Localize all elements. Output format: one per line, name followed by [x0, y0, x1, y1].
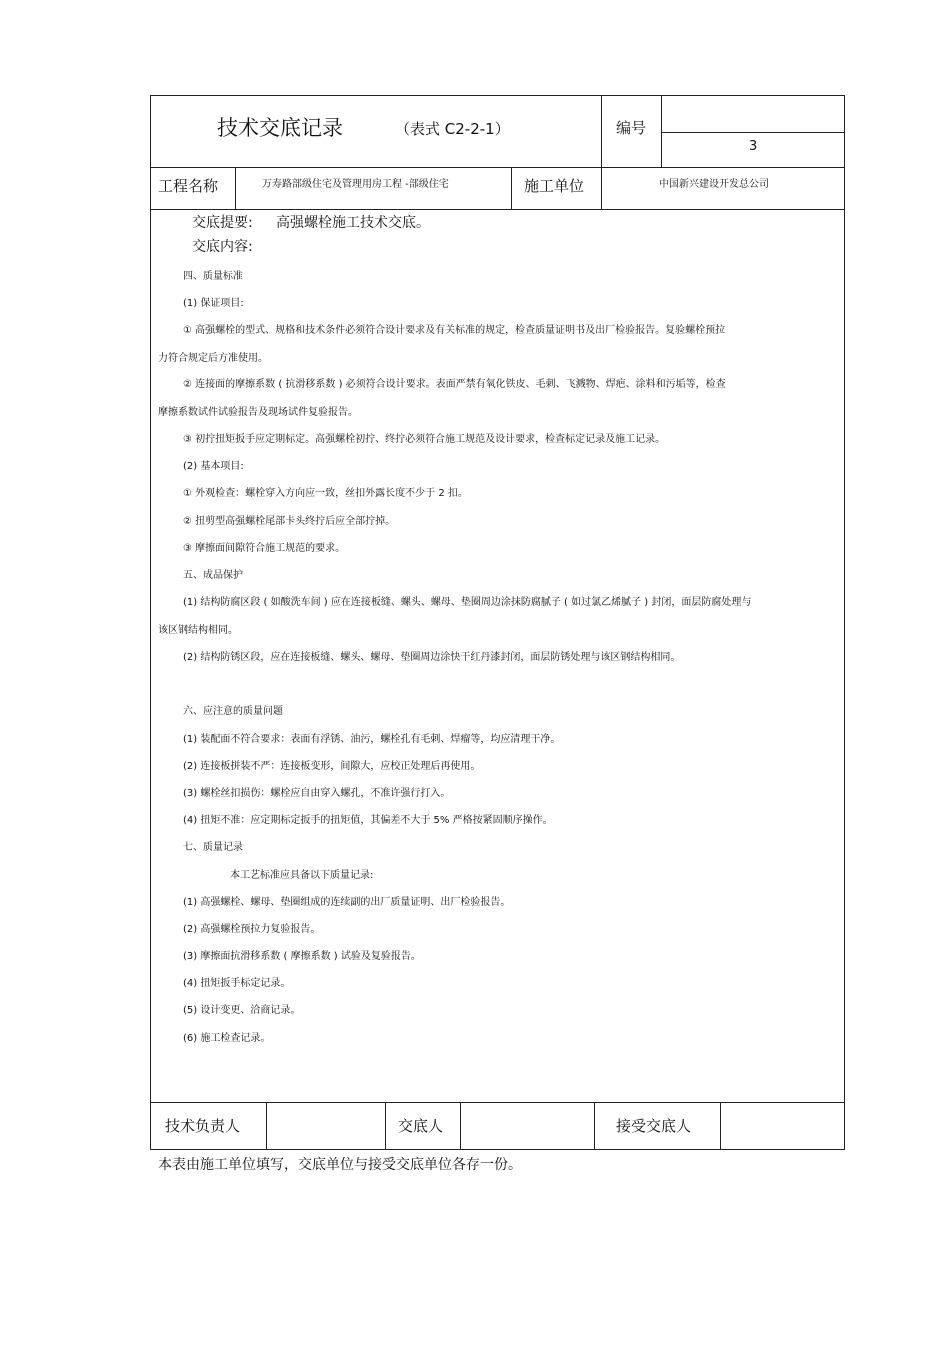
content-line: (3) 螺栓丝扣损伤：螺栓应自由穿入螺孔，不准许强行打入。 — [183, 788, 451, 799]
content-line: (4) 扭矩扳手标定记录。 — [183, 978, 291, 989]
section-heading: 五、成品保护 — [183, 570, 243, 581]
contractor-label-divider — [601, 167, 602, 210]
subsection-heading: (1) 保证项目: — [183, 298, 244, 309]
content-line: 该区钢结构相同。 — [158, 625, 238, 636]
header-number-divider-2 — [661, 95, 662, 168]
section-heading: 七、质量记录 — [183, 842, 243, 853]
project-value: 万寿路部级住宅及管理用房工程 -部级住宅 — [262, 179, 449, 190]
number-label: 编号 — [616, 119, 647, 137]
content-line: ② 扭剪型高强螺栓尾部卡头终拧后应全部拧掉。 — [183, 516, 396, 527]
contractor-label: 施工单位 — [524, 177, 585, 195]
number-value: 3 — [749, 139, 758, 154]
receiver-label: 接受交底人 — [616, 1117, 692, 1135]
content-line: 摩擦系数试件试验报告及现场试件复验报告。 — [158, 407, 358, 418]
content-line: ① 外观检查：螺栓穿入方向应一致，丝扣外露长度不少于 2 扣。 — [183, 488, 468, 499]
sig-divider-4 — [594, 1102, 595, 1150]
footnote: 本表由施工单位填写，交底单位与接受交底单位各存一份。 — [158, 1157, 522, 1173]
summary-value: 高强螺栓施工技术交底。 — [276, 215, 430, 231]
form-code: （表式 C2-2-1） — [395, 120, 510, 138]
header-number-divider — [601, 95, 602, 168]
content-line: (6) 施工检查记录。 — [183, 1033, 271, 1044]
content-line: ③ 摩擦面间隙符合施工规范的要求。 — [183, 543, 346, 554]
project-value-divider — [511, 167, 512, 210]
subsection-heading: (2) 基本项目: — [183, 461, 244, 472]
content-line: 本工艺标准应具备以下质量记录: — [230, 870, 374, 881]
tech-lead-signature-field[interactable] — [267, 1103, 384, 1149]
content-line: 力符合规定后方准使用。 — [158, 353, 268, 364]
number-divider — [661, 132, 845, 133]
content-line: (3) 摩擦面抗滑移系数 ( 摩擦系数 ) 试验及复验报告。 — [183, 951, 421, 962]
content-line: (2) 连接板拼装不严：连接板变形，间隙大，应校正处理后再使用。 — [183, 761, 481, 772]
form-table — [150, 95, 845, 1150]
project-label: 工程名称 — [158, 177, 219, 195]
content-line: (2) 结构防锈区段，应在连接板缝、螺头、螺母、垫圈周边涂快干红丹漆封闭，面层防锈处理与该区钢结构相同。 — [183, 652, 681, 663]
section-heading: 六、应注意的质量问题 — [183, 706, 283, 717]
handover-signature-field[interactable] — [461, 1103, 593, 1149]
project-label-divider — [235, 167, 236, 210]
project-row-divider — [150, 209, 845, 210]
content-line: (1) 结构防腐区段 ( 如酸洗车间 ) 应在连接板缝、螺头、螺母、垫圈周边涂抹防腐腻子 ( 如过氯乙烯腻子 ) 封闭，面层防腐处理与 — [183, 597, 752, 608]
content-line: ② 连接面的摩擦系数 ( 抗滑移系数 ) 必须符合设计要求。表面严禁有氧化铁皮、毛刺、飞溅物、焊疤、涂料和污垢等，检查 — [183, 379, 726, 390]
content-line: ① 高强螺栓的型式、规格和技术条件必须符合设计要求及有关标准的规定，检查质量证明书及出厂检验报告。复验螺栓预拉 — [183, 325, 726, 336]
section-heading: 四、质量标准 — [183, 271, 243, 282]
content-line: (2) 高强螺栓预拉力复验报告。 — [183, 924, 321, 935]
header-divider — [150, 167, 845, 168]
summary-label: 交底提要: — [192, 215, 253, 231]
content-line: (5) 设计变更、洽商记录。 — [183, 1005, 301, 1016]
handover-label: 交底人 — [398, 1117, 444, 1135]
receiver-signature-field[interactable] — [721, 1103, 844, 1149]
content-label: 交底内容: — [192, 239, 253, 255]
sig-divider-2 — [385, 1102, 386, 1150]
tech-lead-label: 技术负责人 — [165, 1117, 241, 1135]
contractor-value: 中国新兴建设开发总公司 — [659, 179, 769, 190]
content-line: ③ 初拧扭矩扳手应定期标定。高强螺栓初拧、终拧必须符合施工规范及设计要求，检查标定记录及施工记录。 — [183, 434, 666, 445]
form-title: 技术交底记录 — [217, 116, 343, 140]
content-line: (4) 扭矩不准：应定期标定扳手的扭矩值，其偏差不大于 5% 严格按紧固顺序操作。 — [183, 815, 553, 826]
content-line: (1) 高强螺栓、螺母、垫圈组成的连续副的出厂质量证明、出厂检验报告。 — [183, 897, 511, 908]
content-line: (1) 装配面不符合要求：表面有浮锈、油污，螺栓孔有毛刺、焊瘤等，均应清理干净。 — [183, 734, 561, 745]
